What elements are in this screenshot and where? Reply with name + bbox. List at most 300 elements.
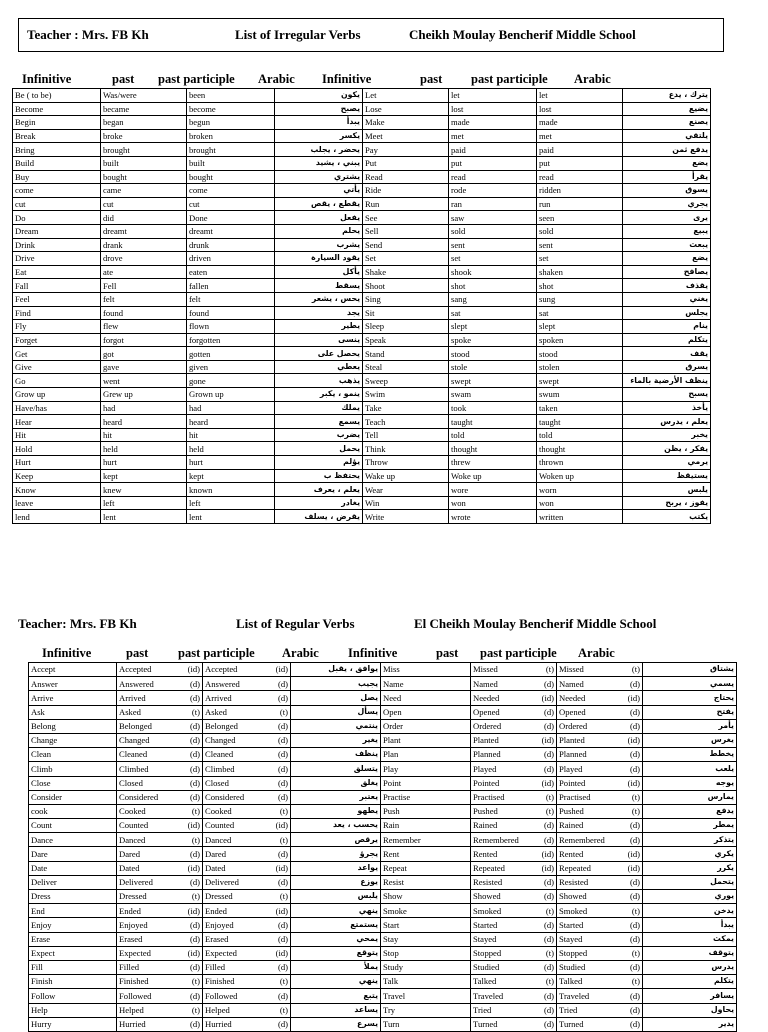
table-cell: Hold	[13, 442, 101, 456]
pronunciation-suffix: (d)	[189, 848, 200, 859]
table-cell	[471, 790, 557, 804]
table-cell: Remember	[381, 833, 471, 847]
table-cell	[117, 1003, 203, 1017]
pronunciation-suffix: (d)	[189, 877, 200, 888]
pronunciation-suffix: (id)	[275, 862, 288, 873]
table-cell: made	[537, 116, 623, 130]
table-cell	[117, 918, 203, 932]
table-row	[13, 401, 711, 415]
table-cell: lost	[449, 102, 537, 116]
table-cell: hit	[101, 428, 187, 442]
pronunciation-suffix: (d)	[543, 962, 554, 973]
table-cell	[117, 790, 203, 804]
table-row	[13, 102, 711, 116]
table-cell: Steal	[363, 360, 449, 374]
table-cell: Erase	[29, 932, 117, 946]
table-cell: set	[537, 252, 623, 266]
table-cell	[203, 719, 291, 733]
table-cell: يطهو	[291, 804, 381, 818]
table-cell: Dance	[29, 833, 117, 847]
table-cell	[471, 918, 557, 932]
table-cell: Make	[363, 116, 449, 130]
table-cell	[203, 1003, 291, 1017]
table-cell: Eat	[13, 265, 101, 279]
pronunciation-suffix: (id)	[275, 905, 288, 916]
verb-form: Missed	[559, 664, 584, 675]
table-cell: slept	[537, 320, 623, 334]
table-row	[13, 265, 711, 279]
table-row	[13, 252, 711, 266]
irregular-verbs-table	[12, 88, 711, 524]
table-cell	[471, 989, 557, 1003]
table-cell	[557, 748, 643, 762]
irr-col-pp-2: past participle	[471, 72, 548, 86]
table-cell	[117, 663, 203, 677]
table-cell: felt	[101, 292, 187, 306]
table-cell: يعتبر	[291, 790, 381, 804]
reg-col-pp-2: past participle	[480, 646, 557, 660]
table-cell: hurt	[187, 456, 275, 470]
table-cell	[203, 733, 291, 747]
table-cell: left	[187, 496, 275, 510]
table-row	[29, 833, 737, 847]
table-cell: read	[537, 170, 623, 184]
pronunciation-suffix: (d)	[189, 990, 200, 1001]
table-cell: Open	[381, 705, 471, 719]
table-cell: dreamt	[187, 224, 275, 238]
table-cell	[203, 804, 291, 818]
table-cell: seen	[537, 211, 623, 225]
table-cell: threw	[449, 456, 537, 470]
table-cell	[203, 776, 291, 790]
table-cell: يسأل	[291, 705, 381, 719]
pronunciation-suffix: (d)	[543, 763, 554, 774]
verb-form: Filled	[119, 962, 140, 973]
pronunciation-suffix: (d)	[189, 933, 200, 944]
verb-form: Counted	[119, 820, 149, 831]
table-cell: يقرأ	[623, 170, 711, 184]
table-row	[13, 197, 711, 211]
pronunciation-suffix: (id)	[187, 905, 200, 916]
table-cell	[203, 1017, 291, 1031]
table-cell	[471, 861, 557, 875]
table-cell: Sing	[363, 292, 449, 306]
table-cell: يكتب	[623, 510, 711, 524]
table-cell	[117, 932, 203, 946]
table-cell: run	[537, 197, 623, 211]
verb-form: Dared	[205, 848, 226, 859]
table-cell: set	[449, 252, 537, 266]
verb-form: Talked	[473, 976, 497, 987]
reg-col-past-1: past	[126, 646, 149, 660]
table-cell: يسرق	[623, 360, 711, 374]
table-cell: يبني ، يشيد	[275, 156, 363, 170]
table-cell: gotten	[187, 347, 275, 361]
table-cell	[471, 847, 557, 861]
table-row	[13, 116, 711, 130]
table-cell	[471, 975, 557, 989]
table-cell: يصنع	[623, 116, 711, 130]
table-cell	[557, 946, 643, 960]
pronunciation-suffix: (d)	[629, 820, 640, 831]
verb-form: Cooked	[119, 806, 146, 817]
table-cell: يحصل على	[275, 347, 363, 361]
verb-form: Climbed	[205, 763, 235, 774]
pronunciation-suffix: (d)	[189, 692, 200, 703]
table-cell: Dream	[13, 224, 101, 238]
table-cell: Meet	[363, 129, 449, 143]
verb-form: Pushed	[559, 806, 584, 817]
table-cell: stolen	[537, 360, 623, 374]
irregular-title: List of Irregular Verbs	[235, 27, 361, 42]
verb-form: Hurried	[205, 1019, 232, 1030]
table-cell: Teach	[363, 415, 449, 429]
table-cell: Shake	[363, 265, 449, 279]
table-row	[29, 946, 737, 960]
table-cell: felt	[187, 292, 275, 306]
table-row	[29, 733, 737, 747]
verb-form: Answered	[119, 678, 154, 689]
table-cell: sent	[449, 238, 537, 252]
table-cell	[471, 804, 557, 818]
table-cell: يصبح	[275, 102, 363, 116]
table-cell: يسافر	[643, 989, 737, 1003]
table-cell: paid	[537, 143, 623, 157]
table-cell: leave	[13, 496, 101, 510]
pronunciation-suffix: (d)	[629, 721, 640, 732]
verb-form: Cleaned	[119, 749, 148, 760]
verb-form: Expected	[119, 948, 151, 959]
verb-form: Dressed	[205, 891, 233, 902]
table-cell: spoken	[537, 333, 623, 347]
table-cell	[471, 776, 557, 790]
table-cell: worn	[537, 483, 623, 497]
verb-form: Ordered	[559, 721, 588, 732]
pronunciation-suffix: (d)	[277, 792, 288, 803]
table-cell: يضرب	[275, 428, 363, 442]
table-cell: Help	[29, 1003, 117, 1017]
table-cell	[471, 762, 557, 776]
table-cell: Buy	[13, 170, 101, 184]
table-cell: left	[101, 496, 187, 510]
table-cell	[117, 861, 203, 875]
table-cell: ينظف	[291, 748, 381, 762]
table-cell: put	[537, 156, 623, 170]
verb-form: Stayed	[559, 933, 583, 944]
table-cell	[557, 932, 643, 946]
table-cell	[203, 705, 291, 719]
table-cell: Belong	[29, 719, 117, 733]
table-cell: Ask	[29, 705, 117, 719]
table-cell	[471, 1017, 557, 1031]
table-cell: يخبر	[623, 428, 711, 442]
pronunciation-suffix: (d)	[277, 1019, 288, 1030]
table-cell	[203, 875, 291, 889]
table-cell: Repeat	[381, 861, 471, 875]
table-cell: يستيقظ	[623, 469, 711, 483]
table-cell	[117, 833, 203, 847]
table-cell: يستمتع	[291, 918, 381, 932]
table-cell	[117, 776, 203, 790]
table-row	[29, 790, 737, 804]
table-cell	[117, 691, 203, 705]
table-row	[13, 333, 711, 347]
table-cell: built	[187, 156, 275, 170]
verb-form: Rained	[559, 820, 584, 831]
pronunciation-suffix: (id)	[541, 692, 554, 703]
table-cell: lent	[101, 510, 187, 524]
verb-form: Played	[559, 763, 583, 774]
table-cell: hit	[187, 428, 275, 442]
table-cell: يصافح	[623, 265, 711, 279]
table-cell: Set	[363, 252, 449, 266]
table-row	[13, 89, 711, 103]
pronunciation-suffix: (d)	[189, 735, 200, 746]
table-cell: brought	[187, 143, 275, 157]
verb-form: Delivered	[205, 877, 239, 888]
table-cell: Throw	[363, 456, 449, 470]
pronunciation-suffix: (d)	[543, 721, 554, 732]
table-cell: يوافق ، يقبل	[291, 663, 381, 677]
pronunciation-suffix: (d)	[189, 749, 200, 760]
table-cell: written	[537, 510, 623, 524]
table-cell: يتبع	[291, 989, 381, 1003]
table-cell: Wear	[363, 483, 449, 497]
table-cell: Swim	[363, 388, 449, 402]
table-cell: thrown	[537, 456, 623, 470]
table-cell: ate	[101, 265, 187, 279]
table-cell	[117, 748, 203, 762]
table-cell: Plan	[381, 748, 471, 762]
table-cell: had	[101, 401, 187, 415]
table-cell: يقود السيارة	[275, 252, 363, 266]
verb-form: Arrived	[119, 692, 146, 703]
table-cell	[117, 705, 203, 719]
table-cell: let	[537, 89, 623, 103]
table-cell: shot	[449, 279, 537, 293]
table-cell	[471, 719, 557, 733]
table-cell: يتوقف	[643, 946, 737, 960]
table-cell: يمارس	[643, 790, 737, 804]
table-cell: يحتاج	[643, 691, 737, 705]
table-cell: يقف	[623, 347, 711, 361]
table-cell: يلبس	[623, 483, 711, 497]
table-cell: Write	[363, 510, 449, 524]
verb-form: Turned	[473, 1019, 498, 1030]
table-row	[13, 388, 711, 402]
reg-col-arabic-2: Arabic	[578, 646, 615, 660]
verb-form: Pointed	[473, 777, 500, 788]
verb-form: Stayed	[473, 933, 497, 944]
pronunciation-suffix: (t)	[279, 891, 288, 902]
table-cell	[203, 819, 291, 833]
table-cell: Count	[29, 819, 117, 833]
pronunciation-suffix: (d)	[277, 777, 288, 788]
verb-form: Asked	[119, 706, 141, 717]
table-row	[13, 347, 711, 361]
table-cell: Stay	[381, 932, 471, 946]
pronunciation-suffix: (id)	[275, 664, 288, 675]
pronunciation-suffix: (d)	[629, 919, 640, 930]
table-cell	[471, 946, 557, 960]
pronunciation-suffix: (id)	[187, 948, 200, 959]
table-cell: يوزع	[291, 875, 381, 889]
table-cell: begun	[187, 116, 275, 130]
table-cell: يسبح	[623, 388, 711, 402]
table-cell: Miss	[381, 663, 471, 677]
table-cell	[557, 904, 643, 918]
table-cell: يجري	[623, 197, 711, 211]
pronunciation-suffix: (t)	[279, 806, 288, 817]
table-cell: يبيع	[623, 224, 711, 238]
verb-form: Erased	[119, 933, 143, 944]
table-cell: won	[449, 496, 537, 510]
table-cell: يذهب	[275, 374, 363, 388]
table-row	[13, 374, 711, 388]
table-row	[29, 918, 737, 932]
table-cell: shook	[449, 265, 537, 279]
table-cell: bought	[187, 170, 275, 184]
irregular-header-box	[18, 18, 724, 52]
table-cell	[557, 691, 643, 705]
table-row	[29, 904, 737, 918]
table-cell	[557, 819, 643, 833]
table-cell	[117, 890, 203, 904]
table-cell: Sell	[363, 224, 449, 238]
table-cell: End	[29, 904, 117, 918]
table-cell: Show	[381, 890, 471, 904]
table-cell	[557, 733, 643, 747]
table-row	[13, 170, 711, 184]
table-cell: يسمع	[275, 415, 363, 429]
table-cell	[203, 847, 291, 861]
verb-form: Pushed	[473, 806, 498, 817]
table-cell	[117, 989, 203, 1003]
table-cell: rode	[449, 184, 537, 198]
table-cell: cook	[29, 804, 117, 818]
table-cell: يتكلم	[643, 975, 737, 989]
table-row	[13, 279, 711, 293]
table-cell	[557, 960, 643, 974]
verb-form: Rented	[559, 848, 584, 859]
table-cell: Play	[381, 762, 471, 776]
table-cell: drank	[101, 238, 187, 252]
pronunciation-suffix: (d)	[277, 763, 288, 774]
verb-form: Talked	[559, 976, 583, 987]
table-cell: Fall	[13, 279, 101, 293]
pronunciation-suffix: (d)	[629, 877, 640, 888]
table-cell: ينتمي	[291, 719, 381, 733]
table-cell: Hit	[13, 428, 101, 442]
verb-form: Delivered	[119, 877, 153, 888]
table-cell: يعلم ، يعرف	[275, 483, 363, 497]
pronunciation-suffix: (id)	[627, 848, 640, 859]
table-cell: يكري	[643, 847, 737, 861]
table-cell	[557, 762, 643, 776]
table-cell: drove	[101, 252, 187, 266]
verb-form: Traveled	[559, 990, 590, 1001]
pronunciation-suffix: (d)	[543, 1019, 554, 1030]
table-cell: يؤلم	[275, 456, 363, 470]
table-cell: ينهي	[291, 904, 381, 918]
table-cell	[117, 819, 203, 833]
table-cell: يجد	[275, 306, 363, 320]
pronunciation-suffix: (t)	[191, 706, 200, 717]
table-cell: ينظف الأرضية بالماء	[623, 374, 711, 388]
table-cell: يتكلم	[623, 333, 711, 347]
table-cell: Sit	[363, 306, 449, 320]
pronunciation-suffix: (id)	[275, 820, 288, 831]
table-cell	[117, 733, 203, 747]
verb-form: Filled	[205, 962, 226, 973]
table-row	[13, 143, 711, 157]
table-cell: cut	[101, 197, 187, 211]
table-cell	[557, 719, 643, 733]
table-cell	[203, 833, 291, 847]
table-cell: يقرض ، يسلف	[275, 510, 363, 524]
pronunciation-suffix: (d)	[189, 919, 200, 930]
table-cell	[471, 748, 557, 762]
table-cell: يكون	[275, 89, 363, 103]
table-cell: Be ( to be)	[13, 89, 101, 103]
table-cell: Fell	[101, 279, 187, 293]
pronunciation-suffix: (d)	[543, 933, 554, 944]
verb-form: Considered	[119, 792, 159, 803]
table-cell: Expect	[29, 946, 117, 960]
table-cell: Feel	[13, 292, 101, 306]
reg-col-infinitive-2: Infinitive	[348, 646, 398, 660]
table-cell: Hurt	[13, 456, 101, 470]
verb-form: Accepted	[205, 664, 238, 675]
table-cell	[557, 790, 643, 804]
table-cell: shot	[537, 279, 623, 293]
table-cell: Date	[29, 861, 117, 875]
table-cell	[557, 890, 643, 904]
table-cell: found	[187, 306, 275, 320]
table-cell: stood	[537, 347, 623, 361]
pronunciation-suffix: (t)	[545, 806, 554, 817]
verb-form: Cooked	[205, 806, 232, 817]
regular-header	[18, 616, 738, 634]
table-cell	[557, 776, 643, 790]
table-row	[13, 306, 711, 320]
table-cell: Shoot	[363, 279, 449, 293]
table-cell: Have/has	[13, 401, 101, 415]
pronunciation-suffix: (d)	[277, 735, 288, 746]
irregular-school: Cheikh Moulay Bencherif Middle School	[409, 27, 636, 42]
table-cell	[117, 677, 203, 691]
table-cell	[203, 790, 291, 804]
table-cell	[557, 705, 643, 719]
table-cell: يرقص	[291, 833, 381, 847]
table-cell: thought	[537, 442, 623, 456]
verb-form: Asked	[205, 706, 227, 717]
table-cell	[117, 875, 203, 889]
table-cell: did	[101, 211, 187, 225]
pronunciation-suffix: (d)	[543, 678, 554, 689]
pronunciation-suffix: (d)	[543, 990, 554, 1001]
table-cell	[557, 975, 643, 989]
verb-form: Studied	[473, 962, 500, 973]
pronunciation-suffix: (d)	[277, 749, 288, 760]
verb-form: Accepted	[119, 664, 152, 675]
table-cell: Fill	[29, 960, 117, 974]
table-cell: sent	[537, 238, 623, 252]
table-cell: Point	[381, 776, 471, 790]
pronunciation-suffix: (d)	[277, 933, 288, 944]
table-cell: forgot	[101, 333, 187, 347]
pronunciation-suffix: (t)	[191, 834, 200, 845]
